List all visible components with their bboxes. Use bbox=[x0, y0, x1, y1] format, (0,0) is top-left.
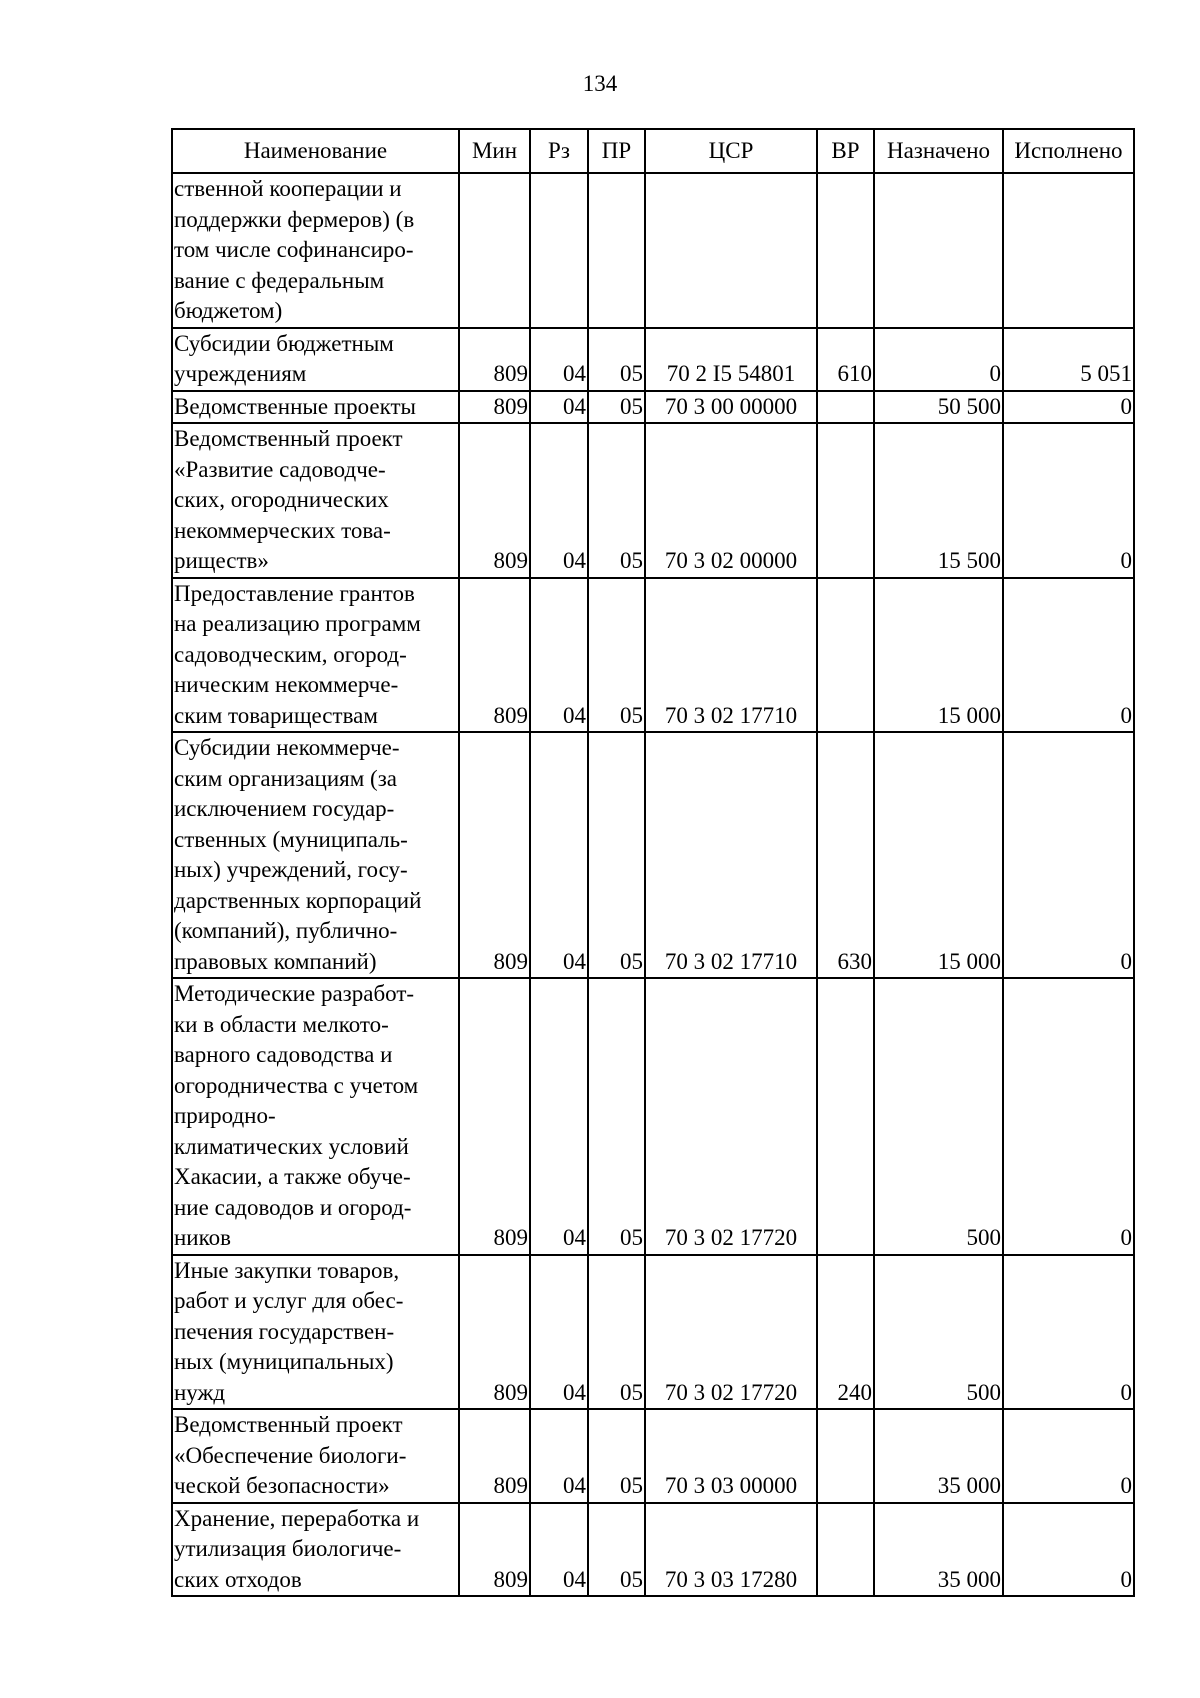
cell-name bbox=[172, 423, 459, 578]
cell-rz: 04 bbox=[530, 328, 588, 391]
cell-rz: 04 bbox=[530, 1409, 588, 1503]
cell-naznacheno: 35 000 bbox=[874, 1409, 1003, 1503]
name-line: дарственных корпораций bbox=[174, 887, 422, 913]
name-line: природно- bbox=[174, 1103, 276, 1128]
cell-ispolneno bbox=[1003, 173, 1134, 328]
cell-naznacheno: 500 bbox=[874, 978, 1003, 1255]
cell-vr bbox=[817, 1503, 874, 1597]
cell-name bbox=[172, 391, 459, 424]
cell-min: 809 bbox=[459, 1255, 530, 1410]
cell-vr: 610 bbox=[817, 328, 874, 391]
name-line: ских, огороднических bbox=[174, 487, 389, 512]
cell-min: 809 bbox=[459, 1503, 530, 1597]
name-line: ственной кооперации и bbox=[174, 176, 402, 201]
cell-pr bbox=[588, 173, 645, 328]
cell-naznacheno bbox=[874, 173, 1003, 328]
name-line: варного садоводства и bbox=[174, 1042, 393, 1067]
cell-min: 809 bbox=[459, 391, 530, 424]
table-row bbox=[172, 1255, 1134, 1410]
cell-vr bbox=[817, 1409, 874, 1503]
name-line: «Обеспечение биологи- bbox=[174, 1442, 407, 1468]
cell-csr: 70 3 00 00000 bbox=[645, 391, 817, 424]
name-line: ние садоводов и огород- bbox=[174, 1194, 412, 1220]
cell-ispolneno: 0 bbox=[1003, 1503, 1134, 1597]
name-line: работ и услуг для обес- bbox=[174, 1288, 404, 1313]
cell-naznacheno: 35 000 bbox=[874, 1503, 1003, 1597]
table-row bbox=[172, 1409, 1134, 1503]
name-line: Хранение, переработка и bbox=[174, 1505, 420, 1531]
name-line: ственных (муниципаль- bbox=[174, 826, 408, 852]
cell-csr: 70 3 02 00000 bbox=[645, 423, 817, 578]
cell-csr bbox=[645, 173, 817, 328]
cell-naznacheno: 50 500 bbox=[874, 391, 1003, 424]
name-line: ных (муниципальных) bbox=[174, 1349, 394, 1374]
cell-min: 809 bbox=[459, 423, 530, 578]
name-line: Субсидии бюджетным bbox=[174, 330, 394, 356]
name-line: Ведомственные проекты bbox=[174, 393, 416, 419]
name-line: вание с федеральным bbox=[174, 267, 385, 293]
cell-pr: 05 bbox=[588, 978, 645, 1255]
cell-vr bbox=[817, 978, 874, 1255]
cell-csr: 70 2 I5 54801 bbox=[645, 328, 817, 391]
cell-csr: 70 3 02 17710 bbox=[645, 578, 817, 733]
table-row bbox=[172, 391, 1134, 424]
page-number: 134 bbox=[582, 71, 618, 96]
cell-min: 809 bbox=[459, 732, 530, 978]
name-line: ческой безопасности» bbox=[174, 1473, 390, 1498]
name-line: поддержки фермеров) (в bbox=[174, 206, 415, 232]
cell-csr: 70 3 02 17710 bbox=[645, 732, 817, 978]
table-row bbox=[172, 732, 1134, 978]
table-row bbox=[172, 173, 1134, 328]
table-row bbox=[172, 1503, 1134, 1597]
name-line: ских отходов bbox=[174, 1566, 302, 1592]
cell-rz: 04 bbox=[530, 423, 588, 578]
header-name: Наименование bbox=[172, 129, 459, 173]
cell-ispolneno: 0 bbox=[1003, 1409, 1134, 1503]
cell-name bbox=[172, 1503, 459, 1597]
cell-vr bbox=[817, 578, 874, 733]
name-line: печения государствен- bbox=[174, 1318, 395, 1344]
name-line: (компаний), публично- bbox=[174, 918, 398, 943]
name-line: Ведомственный проект bbox=[174, 426, 403, 451]
cell-pr: 05 bbox=[588, 1409, 645, 1503]
cell-pr: 05 bbox=[588, 732, 645, 978]
name-line: климатических условий bbox=[174, 1133, 409, 1159]
name-line: том числе софинансиро- bbox=[174, 237, 414, 262]
name-line: Хакасии, а также обуче- bbox=[174, 1164, 411, 1189]
cell-naznacheno: 0 bbox=[874, 328, 1003, 391]
cell-csr: 70 3 02 17720 bbox=[645, 978, 817, 1255]
cell-name bbox=[172, 328, 459, 391]
header-pr: ПР bbox=[588, 129, 645, 173]
name-line: «Развитие садоводче- bbox=[174, 456, 386, 482]
cell-name bbox=[172, 978, 459, 1255]
cell-ispolneno: 0 bbox=[1003, 732, 1134, 978]
name-line: на реализацию программ bbox=[174, 611, 421, 636]
cell-csr: 70 3 03 17280 bbox=[645, 1503, 817, 1597]
name-line: огородничества с учетом bbox=[174, 1072, 419, 1098]
cell-vr bbox=[817, 173, 874, 328]
name-line: ским товариществам bbox=[174, 702, 378, 728]
cell-ispolneno: 0 bbox=[1003, 391, 1134, 424]
cell-rz: 04 bbox=[530, 578, 588, 733]
cell-rz: 04 bbox=[530, 1503, 588, 1597]
cell-rz: 04 bbox=[530, 978, 588, 1255]
cell-name bbox=[172, 1255, 459, 1410]
header-ispolneno: Исполнено bbox=[1003, 129, 1134, 173]
name-line: ническим некоммерче- bbox=[174, 672, 399, 697]
header-row bbox=[172, 129, 1134, 173]
cell-vr: 630 bbox=[817, 732, 874, 978]
cell-naznacheno: 500 bbox=[874, 1255, 1003, 1410]
budget-table bbox=[171, 128, 1135, 1597]
cell-min: 809 bbox=[459, 978, 530, 1255]
cell-rz bbox=[530, 173, 588, 328]
name-line: Ведомственный проект bbox=[174, 1412, 403, 1437]
name-line: некоммерческих това- bbox=[174, 517, 391, 543]
table-row bbox=[172, 578, 1134, 733]
cell-ispolneno: 0 bbox=[1003, 1255, 1134, 1410]
cell-vr: 240 bbox=[817, 1255, 874, 1410]
cell-csr: 70 3 03 00000 bbox=[645, 1409, 817, 1503]
name-line: Методические разработ- bbox=[174, 981, 415, 1006]
name-line: риществ» bbox=[174, 548, 269, 573]
name-line: учреждениям bbox=[174, 361, 307, 386]
header-vr: ВР bbox=[817, 129, 874, 173]
name-line: нужд bbox=[174, 1379, 226, 1405]
header-min: Мин bbox=[459, 129, 530, 173]
name-line: ки в области мелкото- bbox=[174, 1011, 389, 1037]
cell-csr: 70 3 02 17720 bbox=[645, 1255, 817, 1410]
cell-name bbox=[172, 1409, 459, 1503]
cell-min: 809 bbox=[459, 1409, 530, 1503]
header-csr: ЦСР bbox=[645, 129, 817, 173]
cell-name bbox=[172, 732, 459, 978]
table-row bbox=[172, 328, 1134, 391]
header-naznacheno: Назначено bbox=[874, 129, 1003, 173]
cell-naznacheno: 15 500 bbox=[874, 423, 1003, 578]
table-row bbox=[172, 423, 1134, 578]
cell-min: 809 bbox=[459, 328, 530, 391]
cell-vr bbox=[817, 423, 874, 578]
cell-pr: 05 bbox=[588, 328, 645, 391]
table-header bbox=[172, 129, 1134, 173]
name-line: Субсидии некоммерче- bbox=[174, 735, 400, 760]
cell-min bbox=[459, 173, 530, 328]
name-line: Предоставление грантов bbox=[174, 580, 415, 606]
cell-ispolneno: 0 bbox=[1003, 423, 1134, 578]
name-line: бюджетом) bbox=[174, 298, 283, 323]
cell-naznacheno: 15 000 bbox=[874, 578, 1003, 733]
cell-pr: 05 bbox=[588, 1503, 645, 1597]
cell-rz: 04 bbox=[530, 732, 588, 978]
header-rz: Рз bbox=[530, 129, 588, 173]
name-line: ским организациям (за bbox=[174, 765, 398, 791]
cell-pr: 05 bbox=[588, 1255, 645, 1410]
cell-pr: 05 bbox=[588, 391, 645, 424]
cell-ispolneno: 5 051 bbox=[1003, 328, 1134, 391]
cell-naznacheno: 15 000 bbox=[874, 732, 1003, 978]
name-line: утилизация биологиче- bbox=[174, 1536, 402, 1561]
cell-pr: 05 bbox=[588, 423, 645, 578]
table-body bbox=[172, 173, 1134, 1596]
cell-vr bbox=[817, 391, 874, 424]
cell-name bbox=[172, 173, 459, 328]
cell-ispolneno: 0 bbox=[1003, 978, 1134, 1255]
name-line: ных) учреждений, госу- bbox=[174, 857, 408, 882]
name-line: исключением государ- bbox=[174, 796, 395, 821]
cell-pr: 05 bbox=[588, 578, 645, 733]
cell-rz: 04 bbox=[530, 1255, 588, 1410]
name-line: Иные закупки товаров, bbox=[174, 1257, 400, 1283]
cell-name bbox=[172, 578, 459, 733]
cell-min: 809 bbox=[459, 578, 530, 733]
name-line: правовых компаний) bbox=[174, 948, 377, 974]
cell-ispolneno: 0 bbox=[1003, 578, 1134, 733]
name-line: садоводческим, огород- bbox=[174, 641, 407, 667]
name-line: ников bbox=[174, 1225, 231, 1250]
table-row bbox=[172, 978, 1134, 1255]
cell-rz: 04 bbox=[530, 391, 588, 424]
